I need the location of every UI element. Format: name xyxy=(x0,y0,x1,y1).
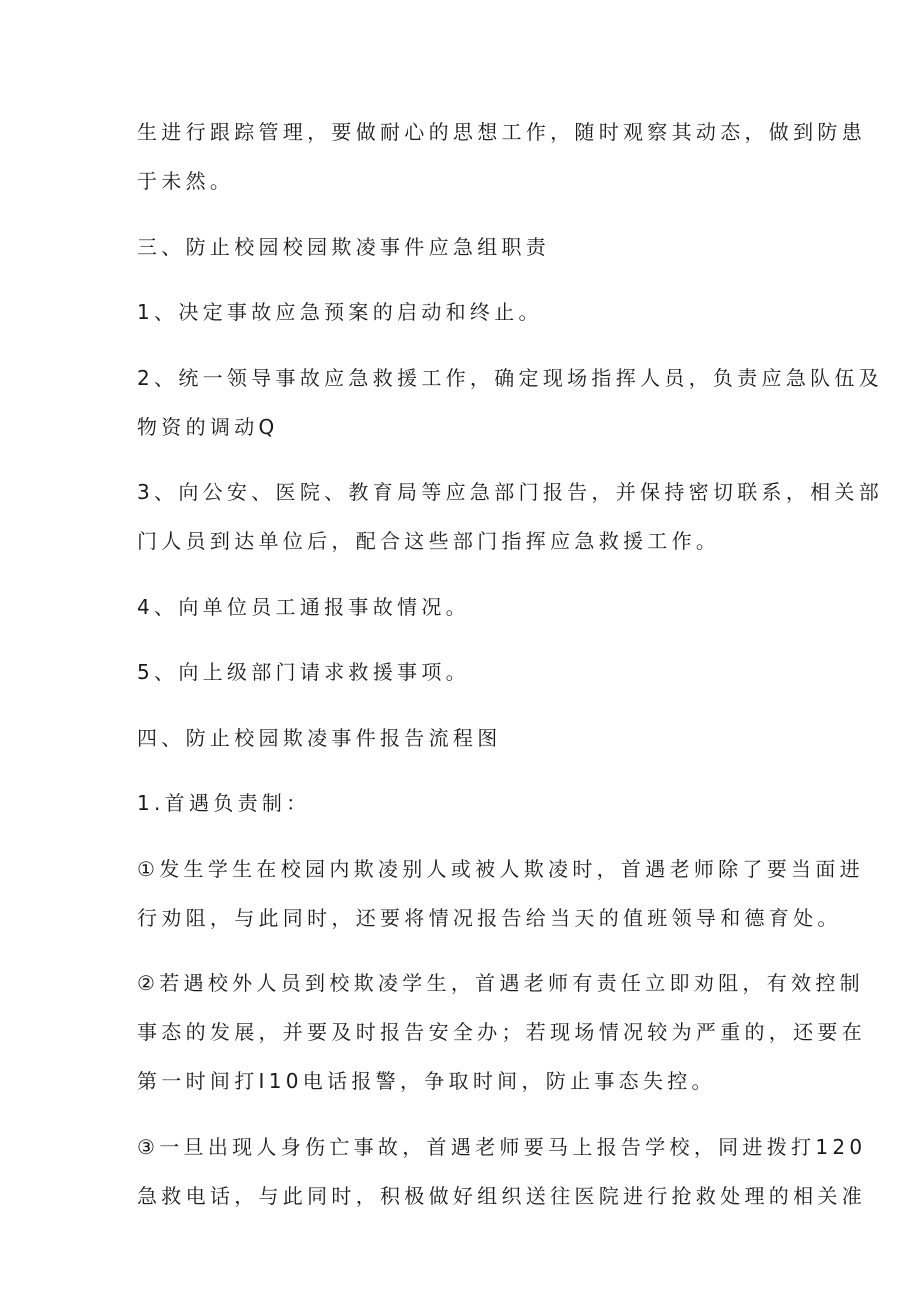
section-heading: 三、防止校园校园欺凌事件应急组职责 xyxy=(137,235,551,259)
list-item: 3、向公安、医院、教育局等应急部门报告，并保持密切联系，相关部 xyxy=(137,480,884,504)
list-item-continuation: 行劝阻，与此同时，还要将情况报告给当天的值班领导和德育处。 xyxy=(137,906,842,930)
list-item-continuation: 物资的调动Q xyxy=(137,415,279,439)
subsection-heading: 1.首遇负责制： xyxy=(137,791,311,815)
paragraph-line: 生进行跟踪管理，要做耐心的思想工作，随时观察其动态，做到防患 xyxy=(137,120,866,144)
list-item-continuation: 第一时间打I10电话报警，争取时间，防止事态失控。 xyxy=(137,1069,716,1093)
list-item-continuation: 急救电话，与此同时，积极做好组织送往医院进行抢救处理的相关准 xyxy=(137,1184,866,1208)
list-item: ①发生学生在校园内欺凌别人或被人欺凌时，首遇老师除了要当面进 xyxy=(137,857,864,881)
list-item-continuation: 门人员到达单位后，配合这些部门指挥应急救援工作。 xyxy=(137,529,721,553)
list-item-continuation: 事态的发展，并要及时报告安全办；若现场情况较为严重的，还要在 xyxy=(137,1020,866,1044)
list-item: 4、向单位员工通报事故情况。 xyxy=(137,595,470,619)
paragraph-line: 于未然。 xyxy=(137,169,235,193)
list-item: ③一旦出现人身伤亡事故，首遇老师要马上报告学校，同进拨打120 xyxy=(137,1135,867,1159)
section-heading: 四、防止校园欺凌事件报告流程图 xyxy=(137,726,502,750)
list-item: 2、统一领导事故应急救援工作，确定现场指挥人员，负责应急队伍及 xyxy=(137,366,884,390)
list-item: 1、决定事故应急预案的启动和终止。 xyxy=(137,300,543,324)
list-item: ②若遇校外人员到校欺凌学生，首遇老师有责任立即劝阻，有效控制 xyxy=(137,971,864,995)
list-item: 5、向上级部门请求救援事项。 xyxy=(137,660,470,684)
